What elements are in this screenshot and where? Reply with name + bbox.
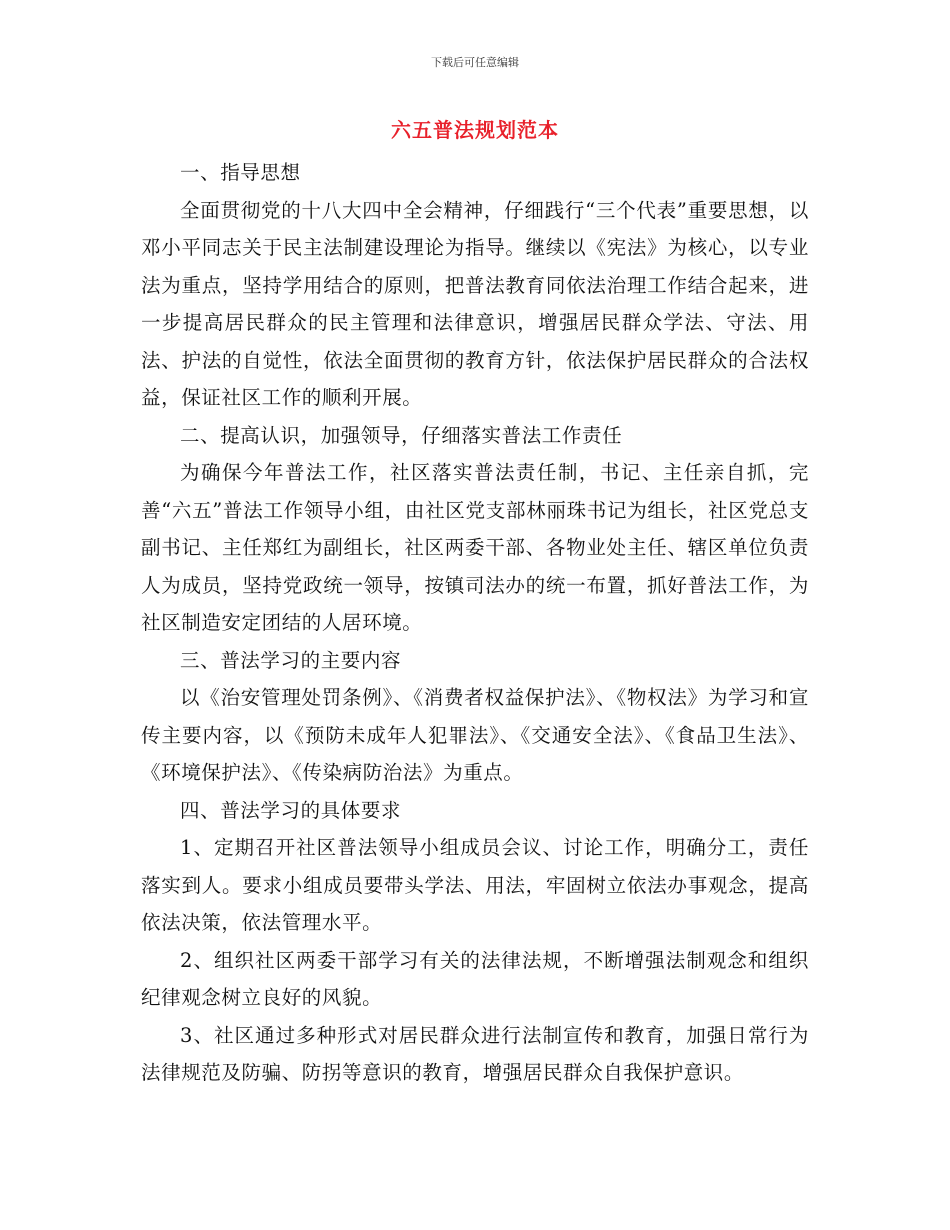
section-heading-content: 三、普法学习的主要内容 — [180, 648, 402, 672]
header-note: 下载后可任意编辑 — [431, 56, 519, 69]
page-title: 六五普法规划范本 — [391, 118, 559, 142]
paragraph-requirement-1: 1、定期召开社区普法领导小组成员会议、讨论工作，明确分工，责任落实到人。要求小组成员要带头学法、用法，牢固树立依法办事观念，提高依法决策，依法管理水平。 — [141, 836, 809, 934]
section-heading-leadership: 二、提高认识，加强领导，仔细落实普法工作责任 — [180, 423, 623, 447]
section-heading-requirements: 四、普法学习的具体要求 — [180, 798, 402, 822]
paragraph-requirement-2: 2、组织社区两委干部学习有关的法律法规，不断增强法制观念和组织纪律观念树立良好的风貌。 — [141, 948, 809, 1009]
paragraph-content: 以《治安管理处罚条例》、《消费者权益保护法》、《物权法》为学习和宣传主要内容，以《预防未成年人犯罪法》、《交通安全法》、《食品卫生法》、《环境保护法》、《传染病防治法》为重点。 — [141, 686, 809, 784]
paragraph-leadership: 为确保今年普法工作，社区落实普法责任制，书记、主任亲自抓，完善“六五”普法工作领导小组，由社区党支部林丽珠书记为组长，社区党总支副书记、主任郑红为副组长，社区两委干部、各物业处主任、辖区单位负责人为成员，坚持党政统一领导，按镇司法办的统一布置，抓好普法工作，为社区制造安定团结的人居环境。 — [141, 461, 809, 634]
paragraph-guiding-ideology: 全面贯彻党的十八大四中全会精神，仔细践行“三个代表”重要思想，以邓小平同志关于民主法制建设理论为指导。继续以《宪法》为核心，以专业法为重点，坚持学用结合的原则，把普法教育同依法治理工作结合起来，进一步提高居民群众的民主管理和法律意识，增强居民群众学法、守法、用法、护法的自觉性，依法全面贯彻的教育方针，依法保护居民群众的合法权益，保证社区工作的顺利开展。 — [141, 198, 809, 409]
section-heading-guiding-ideology: 一、指导思想 — [180, 161, 301, 184]
document-body — [141, 154, 809, 1092]
paragraph-requirement-3: 3、社区通过多种形式对居民群众进行法制宣传和教育，加强日常行为法律规范及防骗、防拐等意识的教育，增强居民群众自我保护意识。 — [141, 1023, 809, 1084]
